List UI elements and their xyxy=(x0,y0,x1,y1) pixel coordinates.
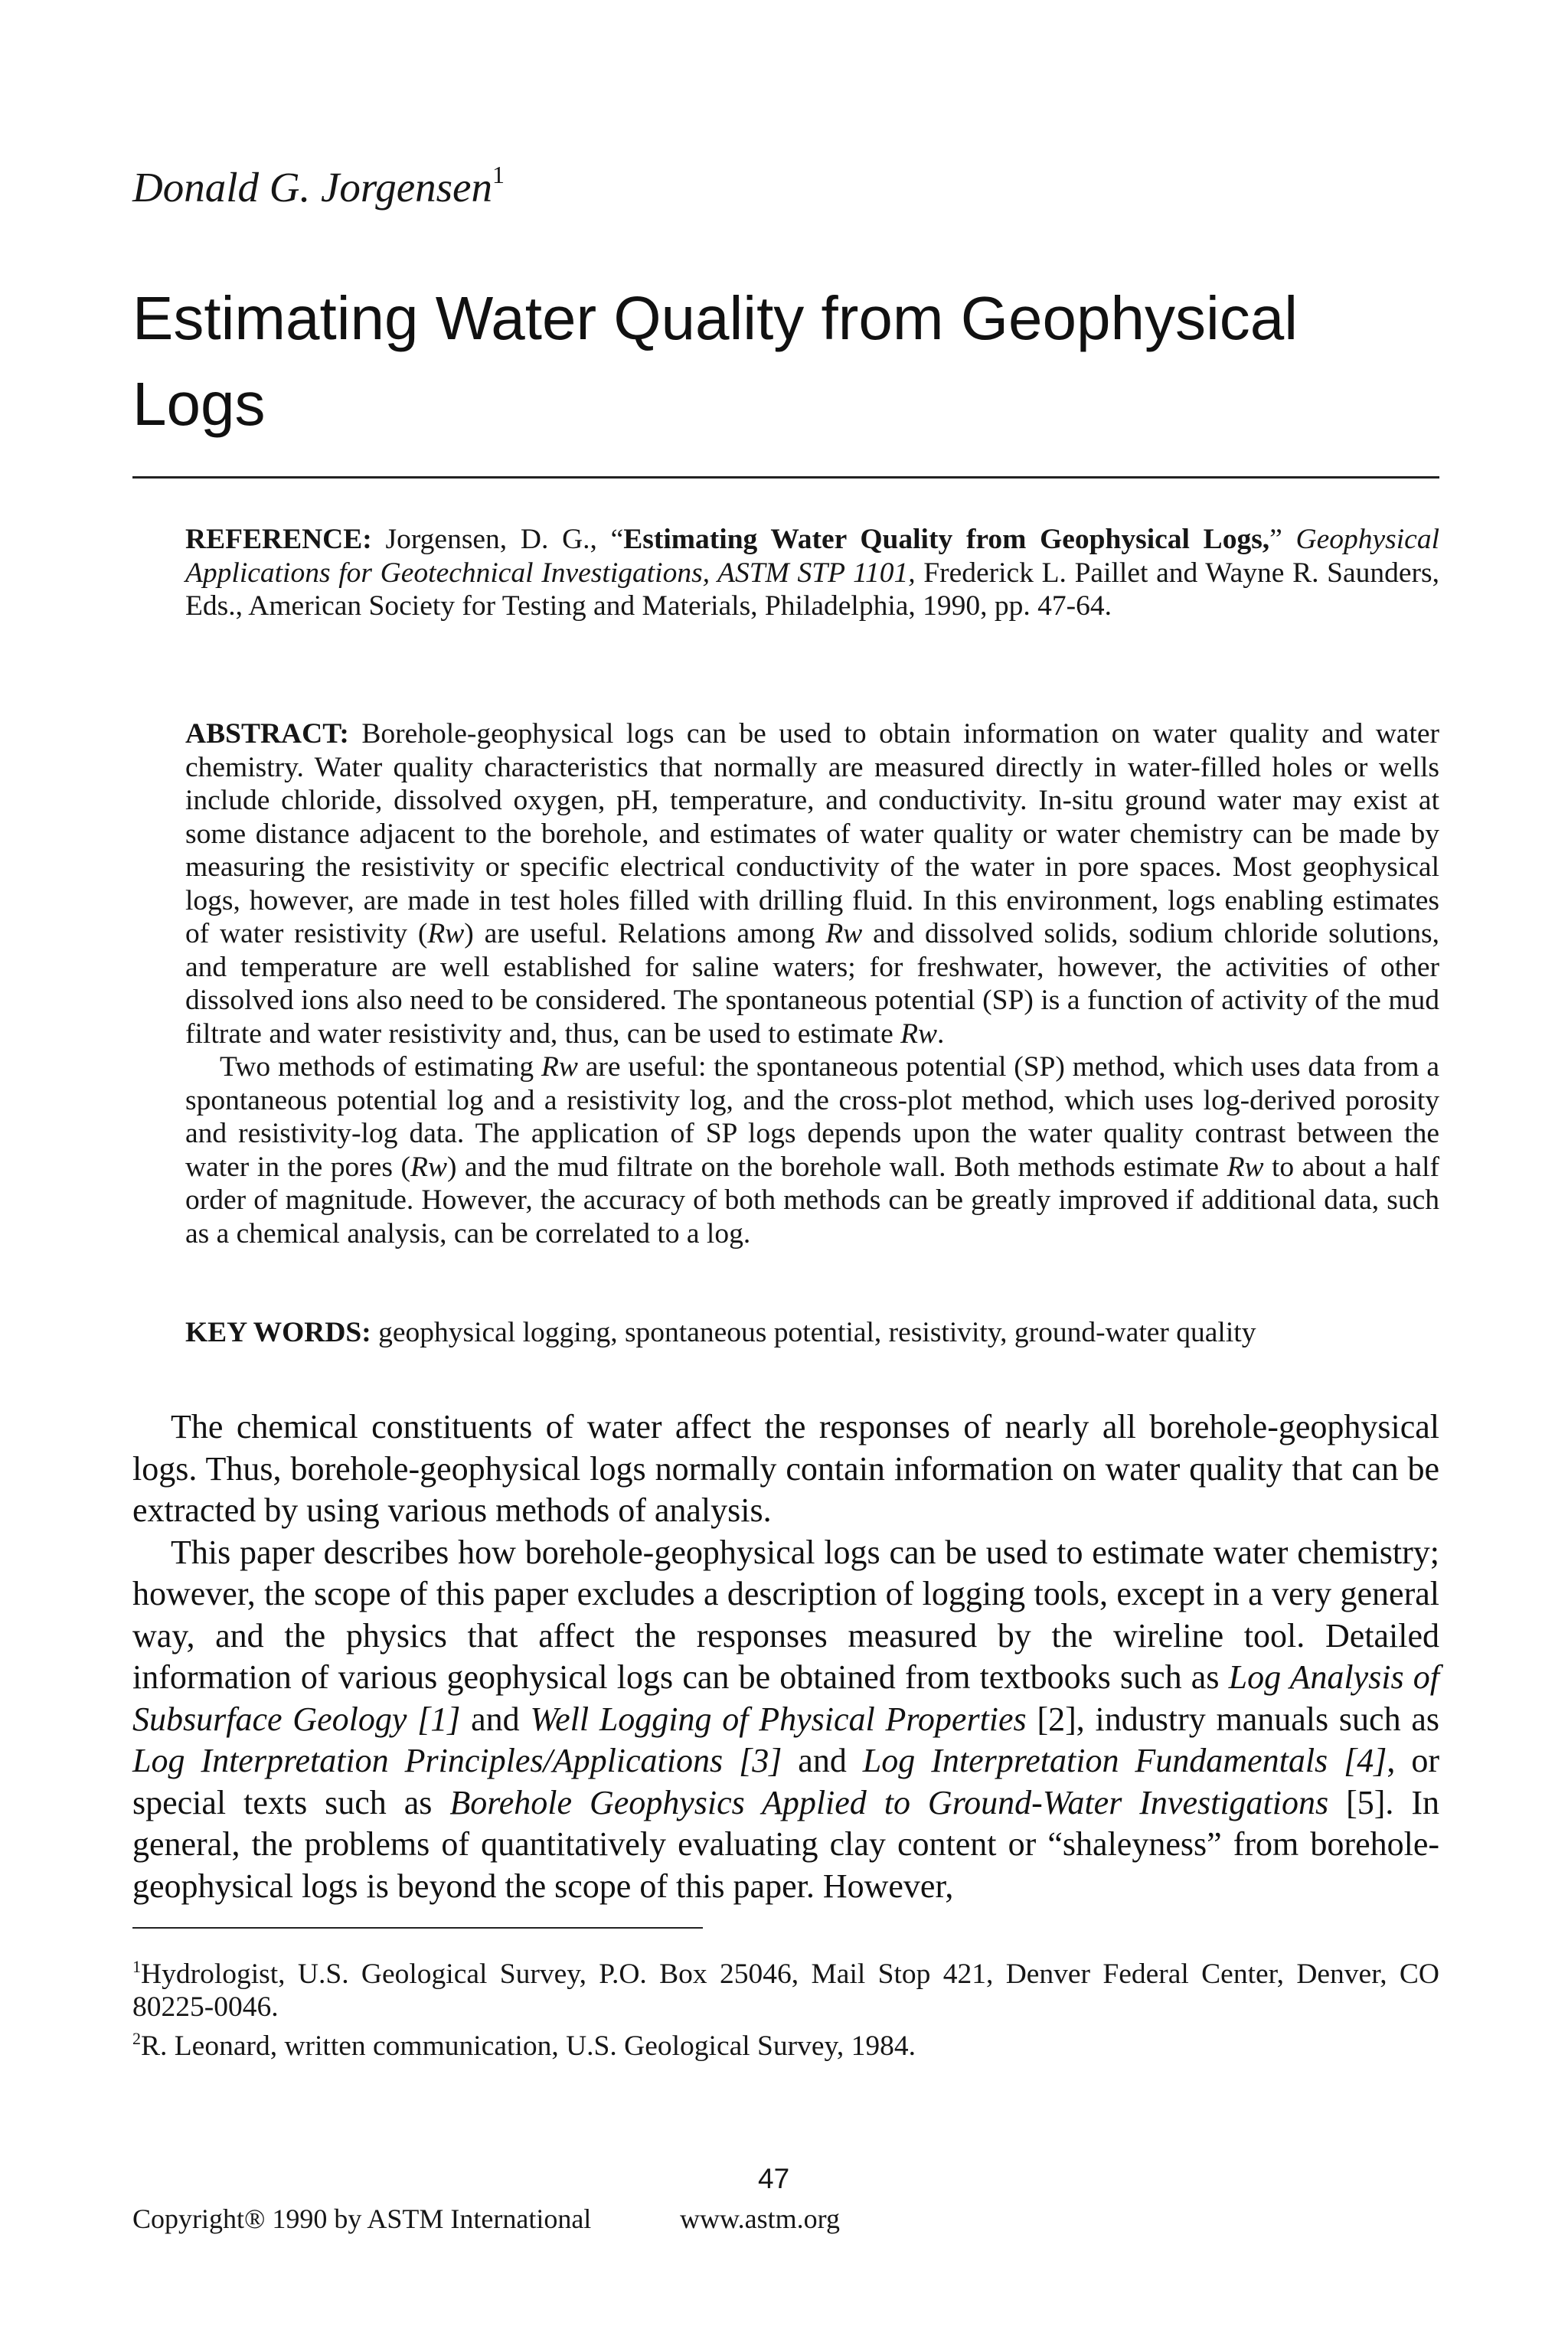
citation: [5] xyxy=(1328,1783,1386,1821)
abstract-text: are useful: the spontaneous potential (SP) method, which uses data from a spontaneous potential log and a resistivity log, and the cross-plot method, which uses log-derived porosity and resistivity-log data. The application of SP logs depends upon the water quality contrast between the water in the pores ( xyxy=(185,1051,1439,1183)
footnote-mark: 1 xyxy=(132,1957,141,1976)
body-text-run: and xyxy=(460,1700,531,1738)
reference-label: REFERENCE: xyxy=(185,524,372,555)
abstract-text: Borehole-geophysical logs can be used to obtain information on water quality and water chemistry. Water quality characteristics that normally are measured directly in water-filled holes or wells include chloride, dissolved oxygen, pH, temperature, and conductivity. In-situ ground water may exist at some distance adjacent to the borehole, and estimates of water quality or water chemistry can be made by measuring the resistivity or specific electrical conductivity of the water in pore spaces. Most geophysical logs, however, are made in test holes filled with drilling fluid. In this environment, logs enabling estimates of water resistivity ( xyxy=(185,718,1439,949)
abstract-text: ) are useful. Relations among xyxy=(464,918,826,949)
rw-symbol: Rw xyxy=(900,1018,938,1050)
reference-text: Jorgensen, D. G., “ xyxy=(385,524,624,555)
abstract-text: Two methods of estimating xyxy=(220,1051,542,1083)
reference-paragraph xyxy=(185,523,1439,623)
rw-symbol: Rw xyxy=(410,1151,447,1183)
paper-title: Estimating Water Quality from Geophysical Logs xyxy=(132,284,1298,438)
keywords-text: geophysical logging, spontaneous potential, resistivity, ground-water quality xyxy=(378,1317,1256,1348)
copyright-notice: Copyright® 1990 by ASTM International xyxy=(132,2203,592,2234)
abstract-paragraph-2 xyxy=(185,1050,1439,1250)
footnote-mark: 2 xyxy=(132,2029,141,2048)
rw-symbol: Rw xyxy=(825,918,863,949)
page-number: 47 xyxy=(758,2163,790,2194)
reference-book-title: Geophysical Applications for Geotechnical Investigations, ASTM STP 1101, xyxy=(185,524,1439,589)
body-text xyxy=(132,1406,1439,1907)
footnote-text: R. Leonard, written communication, U.S. Geological Survey, 1984. xyxy=(141,2030,916,2062)
body-text-run: . In general, the problems of quantitatively evaluating clay content or “shaleyness” from borehole-geophysical logs is beyond the scope of this paper. However, xyxy=(132,1783,1439,1905)
reference-article-title: Estimating Water Quality from Geophysical Logs, xyxy=(623,524,1270,555)
book-title: Log Analysis of Subsurface Geology xyxy=(132,1658,1439,1738)
abstract-text: . xyxy=(937,1018,945,1050)
keywords-paragraph xyxy=(185,1316,1439,1350)
rw-symbol: Rw xyxy=(427,918,465,949)
book-title: Borehole Geophysics Applied to Ground-Water Investigations xyxy=(449,1783,1329,1821)
book-title: Log Interpretation Fundamentals xyxy=(862,1742,1328,1779)
body-text-run: and xyxy=(782,1742,863,1779)
abstract-text: and dissolved solids, sodium chloride solutions, and temperature are well established for saline waters; for freshwater, however, the activities of other dissolved ions also need to be considered. The spontaneous potential (SP) is a function of activity of the mud filtrate and water resistivity and, thus, can be used to estimate xyxy=(185,918,1439,1050)
citation: [1] xyxy=(407,1700,461,1738)
keywords-label: KEY WORDS: xyxy=(185,1317,371,1348)
author-name: Donald G. Jorgensen xyxy=(132,164,492,211)
rw-symbol: Rw xyxy=(541,1051,578,1083)
book-title: Log Interpretation Principles/Applications xyxy=(132,1742,724,1779)
footnote-1 xyxy=(132,1950,1439,2024)
body-text-run: This paper describes how borehole-geophysical logs can be used to estimate water chemistry; however, the scope of this paper excludes a description of logging tools, except in a very general way, and the physics that affect the responses measured by the wireline tool. Detailed information of various geophysical logs can be obtained from textbooks such as xyxy=(132,1533,1439,1696)
reference-text: Frederick L. Paillet and Wayne R. Saunders, Eds., American Society for Testing and Materials, Philadelphia, 1990, pp. 47-64. xyxy=(185,557,1439,622)
reference-text: ” xyxy=(1269,524,1296,555)
abstract-label: ABSTRACT: xyxy=(185,718,349,750)
rw-symbol: Rw xyxy=(1227,1151,1264,1183)
body-paragraph-2 xyxy=(132,1532,1439,1908)
title-rule xyxy=(132,476,1439,479)
citation: [4] xyxy=(1328,1742,1387,1779)
abstract-text: ) and the mud filtrate on the borehole wall. Both methods estimate xyxy=(446,1151,1227,1183)
abstract xyxy=(185,717,1439,1250)
body-text-run: , industry manuals such as xyxy=(1076,1700,1439,1738)
website-link[interactable]: www.astm.org xyxy=(680,2203,840,2234)
footnote-2 xyxy=(132,2022,1439,2063)
footnote-text: Hydrologist, U.S. Geological Survey, P.O. Box 25046, Mail Stop 421, Denver Federal Center, Denver, CO 80225-0046. xyxy=(132,1958,1439,2023)
book-title: Well Logging of Physical Properties xyxy=(530,1700,1027,1738)
citation: [3] xyxy=(723,1742,782,1779)
abstract-text: to about a half order of magnitude. However, the accuracy of both methods can be greatly improved if additional data, such as a chemical analysis, can be correlated to a log. xyxy=(185,1151,1439,1250)
body-text-run: , or special texts such as xyxy=(132,1742,1440,1821)
author-footnote-mark: 1 xyxy=(492,161,505,188)
citation: [2] xyxy=(1026,1700,1076,1738)
abstract-paragraph-1 xyxy=(185,717,1439,1050)
body-paragraph-1: The chemical constituents of water affect the responses of nearly all borehole-geophysical logs. Thus, borehole-geophysical logs normally contain information on water quality that can be extracted by using various methods of analysis. xyxy=(132,1408,1439,1529)
author-line xyxy=(132,161,505,211)
footnote-rule xyxy=(132,1927,703,1929)
